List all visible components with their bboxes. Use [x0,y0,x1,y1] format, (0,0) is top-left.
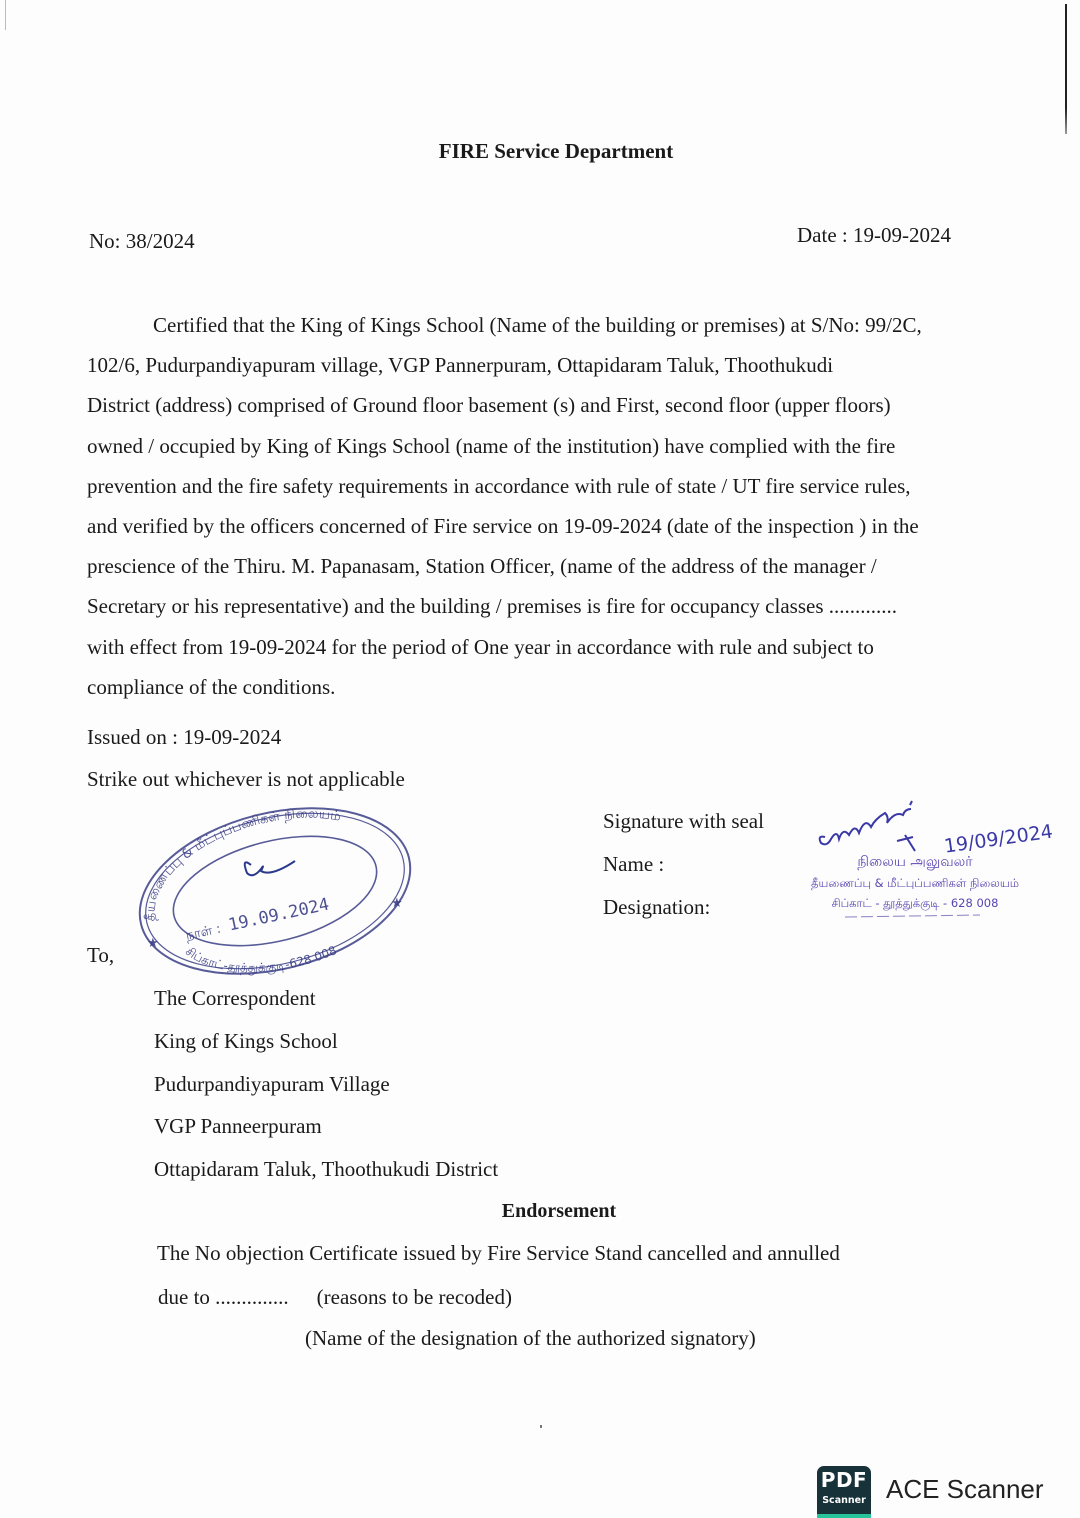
certificate-body [87,305,1032,707]
officer-stamp-signature [765,795,1070,925]
pdf-scanner-logo-icon [817,1466,871,1518]
seal-outer-text-bottom: சிப்காட்-தூத்துக்குடி-628 008 [182,943,339,975]
certificate-line: Secretary or his representative) and the building / premises is fire for occupancy classes ............. [87,594,897,619]
document-date: Date : 19-09-2024 [797,223,951,247]
authorized-signatory-note: (Name of the designation of the authorized signatory) [305,1326,756,1350]
certificate-line: with effect from 19-09-2024 for the period of One year in accordance with rule and subject to [87,634,874,659]
page-edge-left [5,0,6,30]
signature-block [603,808,764,937]
address-line: Pudurpandiyapuram Village [154,1071,390,1096]
seal-date-value: 19.09.2024 [226,894,331,936]
certificate-line: District (address) comprised of Ground floor basement (s) and First, second floor (upper floors) [87,393,891,418]
logo-text-pdf: PDF [820,1468,868,1492]
certificate-line: prevention and the fire safety requirements in accordance with rule of state / UT fire service rules, [87,473,911,498]
stamp-line-station: தீயணைப்பு & மீட்புப்பணிகள் நிலையம் [811,876,1019,890]
logo-text-scanner: Scanner [822,1495,866,1506]
handwritten-date: 19/09/2024 [942,820,1055,858]
issued-on: Issued on : 19-09-2024 [87,725,282,749]
certificate-line: prescience of the Thiru. M. Papanasam, Station Officer, (name of the address of the manager / [87,554,877,579]
department-title: FIRE Service Department [438,139,674,163]
address-line: Ottapidaram Taluk, Thoothukudi District [154,1157,499,1182]
to-label: To, [87,943,115,967]
endorsement-reason [158,1285,512,1310]
seal-outer-text-top: தீயணைப்பு & மீட்புப்பணிகள் நிலையம் [143,806,342,922]
certificate-line: Certified that the King of Kings School (Name of the building or premises) at S/No: 99/2C, [153,313,922,337]
svg-text:★: ★ [391,896,403,911]
scanner-app-name: ACE Scanner [886,1474,1044,1504]
seal-date-label: நாள் : [184,921,223,944]
address-line: VGP Panneerpuram [154,1114,322,1139]
stamp-line-address: சிப்காட் - தூத்துக்குடி - 628 008 [831,896,999,910]
handwritten-signature-icon [820,801,912,844]
reference-number: No: 38/2024 [89,229,195,253]
recipient-address [154,984,498,1198]
scan-speck [540,1425,542,1428]
office-seal-stamp [133,803,418,978]
certificate-line: 102/6, Pudurpandiyapuram village, VGP Pannerpuram, Ottapidaram Taluk, Thoothukudi [87,353,834,378]
address-line: King of Kings School [154,1028,338,1053]
signature-label: Signature with seal [603,809,764,833]
page-edge-right [1065,4,1067,134]
endorsement-text: The No objection Certificate issued by Fire Service Stand cancelled and annulled [157,1241,840,1265]
endorsement-title: Endorsement [501,1200,617,1222]
strike-out-note: Strike out whichever is not applicable [87,767,405,791]
endorsement-reason-prefix: due to .............. [158,1285,289,1309]
designation-label: Designation: [603,895,711,919]
certificate-line: owned / occupied by King of Kings School (name of the institution) have complied with the fire [87,433,896,458]
stamp-line-officer: நிலைய அலுவலர் [857,854,973,870]
seal-initials-icon [245,861,295,875]
svg-text:★: ★ [147,936,159,951]
certificate-line: and verified by the officers concerned of Fire service on 19-09-2024 (date of the inspection ) in the [87,513,919,538]
certificate-line: compliance of the conditions. [87,674,336,699]
address-line: The Correspondent [154,986,316,1010]
endorsement-reason-suffix: (reasons to be recoded) [316,1285,512,1309]
name-label: Name : [603,852,665,876]
